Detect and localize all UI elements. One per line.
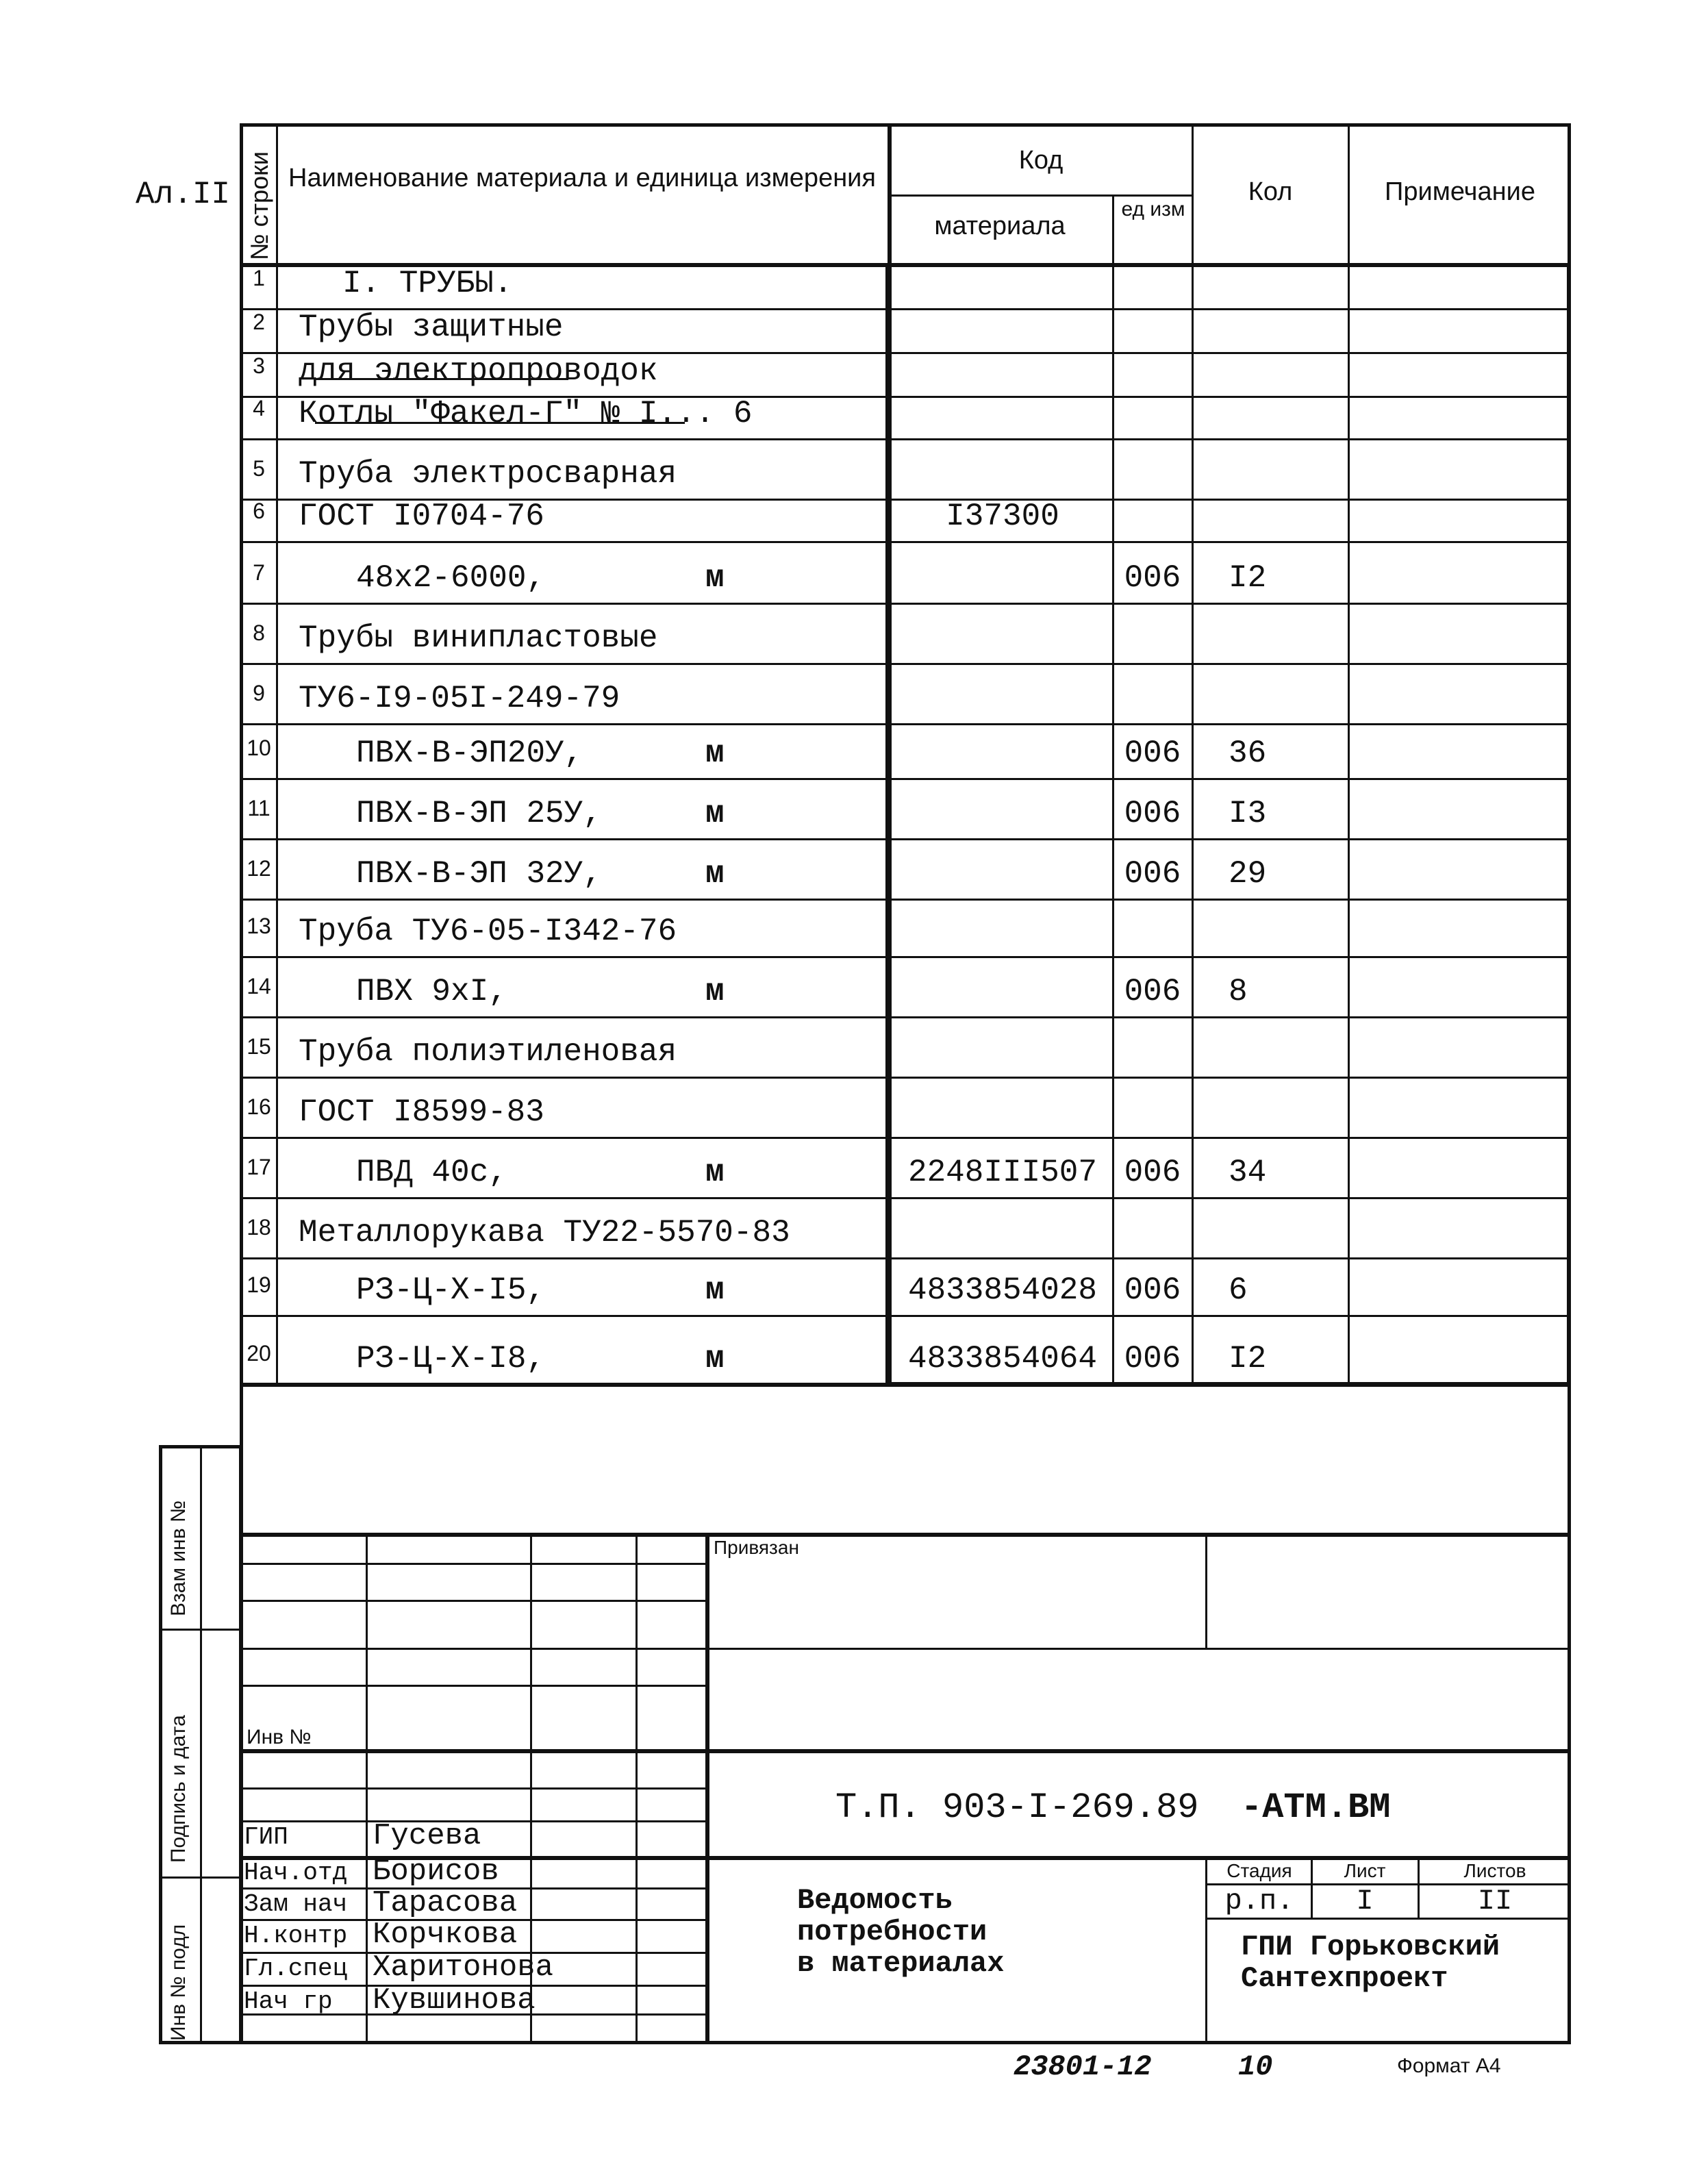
material-name: Труба полиэтиленовая <box>299 1034 677 1070</box>
unit-of-measure: м <box>705 560 725 596</box>
sheet-value: I <box>1356 1885 1374 1918</box>
quantity: 36 <box>1229 736 1267 771</box>
unit-of-measure: м <box>705 974 725 1009</box>
material-name: I. ТРУБЫ. <box>342 266 513 301</box>
header-code-material: материала <box>934 212 1066 240</box>
approver-role: Зам нач <box>244 1890 348 1918</box>
material-name: ТУ6-I9-05I-249-79 <box>299 681 620 716</box>
side-label-vzam: Взам инв № <box>167 1500 190 1616</box>
quantity: I3 <box>1229 796 1267 831</box>
unit-of-measure: м <box>705 1272 725 1308</box>
quantity: 29 <box>1229 856 1267 892</box>
row-number: 5 <box>253 456 265 481</box>
tb-col <box>705 1533 709 2044</box>
row-number: 3 <box>253 353 265 378</box>
approver-role: Нач.отд <box>244 1859 348 1887</box>
material-name: ПВХ-В-ЭП 25У, <box>356 796 602 831</box>
approver-name: Тарасова <box>373 1886 518 1920</box>
material-name: ПВХ 9хI, <box>356 974 507 1009</box>
material-code: 4833854028 <box>907 1272 1098 1308</box>
material-name: ГОСТ I8599-83 <box>299 1094 544 1130</box>
row-number: 16 <box>247 1094 271 1119</box>
row-number: 15 <box>247 1034 271 1059</box>
row-number: 2 <box>253 310 265 334</box>
tb-line <box>240 1533 1571 1537</box>
approver-name: Борисов <box>373 1855 499 1889</box>
tb-col <box>366 1533 368 2044</box>
quantity: I2 <box>1229 560 1267 596</box>
inv-no-label: Инв № <box>247 1726 312 1748</box>
approver-role: ГИП <box>244 1823 288 1851</box>
row-number: 20 <box>247 1341 271 1366</box>
row-number: 4 <box>253 396 265 421</box>
material-name: для электропроводок <box>299 353 658 389</box>
header-qty: Кол <box>1248 177 1293 206</box>
row-number: 13 <box>247 914 271 938</box>
code-block-frame <box>885 263 1571 1386</box>
header-name: Наименование материала и единица измерения <box>288 164 876 192</box>
doc-suffix: -АТМ.ВМ <box>1241 1787 1391 1828</box>
side-strip-line <box>200 1445 202 2044</box>
material-name: ПВД 40с, <box>356 1155 507 1190</box>
side-label-inv-podl: Инв № подл <box>167 1924 190 2041</box>
row-number: 10 <box>247 736 271 760</box>
doc-code: Т.П. 903-I-269.89 <box>835 1787 1199 1828</box>
tb-col <box>635 1533 638 2044</box>
material-name: Котлы "Факел-Г" № I... 6 <box>299 396 753 431</box>
tb-line <box>240 1648 1571 1650</box>
material-name: ГОСТ I0704-76 <box>299 499 544 534</box>
privyazan-label: Привязан <box>714 1537 799 1558</box>
approver-role: Гл.спец <box>244 1955 348 1983</box>
unit-code: 006 <box>1124 1341 1181 1377</box>
unit-code: 006 <box>1124 856 1181 892</box>
stage-value: р.п. <box>1224 1885 1294 1918</box>
footer-number: 23801-12 <box>1014 2050 1152 2083</box>
material-name: РЗ-Ц-Х-I8, <box>356 1341 546 1377</box>
approver-role: Нач гр <box>244 1987 333 2016</box>
material-name: Труба ТУ6-05-I342-76 <box>299 914 677 949</box>
header-code-unit: ед изм <box>1121 198 1185 221</box>
unit-code: 006 <box>1124 736 1181 771</box>
footer-format: Формат А4 <box>1397 2055 1501 2077</box>
unit-code: 006 <box>1124 1272 1181 1308</box>
quantity: I2 <box>1229 1341 1267 1377</box>
unit-of-measure: м <box>705 796 725 831</box>
material-code: I37300 <box>946 499 1059 534</box>
unit-code: 006 <box>1124 1155 1181 1190</box>
unit-of-measure: м <box>705 1155 725 1190</box>
header-code: Код <box>1018 146 1064 175</box>
material-name: РЗ-Ц-Х-I5, <box>356 1272 546 1308</box>
material-name: Металлорукава ТУ22-5570-83 <box>299 1215 790 1251</box>
approver-name: Корчкова <box>373 1918 518 1952</box>
side-strip-line <box>159 1629 241 1631</box>
unit-code: 006 <box>1124 796 1181 831</box>
row-line <box>888 194 1192 197</box>
row-number: 19 <box>247 1272 271 1297</box>
approver-name: Гусева <box>373 1819 481 1853</box>
quantity: 6 <box>1229 1272 1248 1308</box>
material-name: Трубы защитные <box>299 310 564 345</box>
approver-role: Н.контр <box>244 1922 348 1950</box>
row-number: 1 <box>253 266 265 290</box>
material-name: Труба электросварная <box>299 456 677 492</box>
quantity: 8 <box>1229 974 1248 1009</box>
header-row-no: № строки <box>245 151 273 260</box>
row-number: 9 <box>253 681 265 705</box>
material-name: ПВХ-В-ЭП20У, <box>356 736 583 771</box>
unit-of-measure: м <box>705 856 725 892</box>
row-number: 18 <box>247 1215 271 1240</box>
tb-col <box>1418 1856 1420 1918</box>
side-strip-line <box>159 1877 241 1879</box>
row-number: 6 <box>253 499 265 523</box>
material-code: 2248III507 <box>907 1155 1098 1190</box>
unit-of-measure: м <box>705 1341 725 1377</box>
row-number: 8 <box>253 620 265 645</box>
doc-title: Ведомость потребности в материалах <box>797 1884 1005 1980</box>
row-number: 12 <box>247 856 271 881</box>
sheet-header: Лист <box>1344 1860 1386 1881</box>
material-code: 4833854064 <box>907 1341 1098 1377</box>
tb-line <box>1205 1918 1571 1920</box>
material-name: ПВХ-В-ЭП 32У, <box>356 856 602 892</box>
unit-code: 006 <box>1124 560 1181 596</box>
row-number: 14 <box>247 974 271 999</box>
sheets-header: Листов <box>1463 1860 1526 1881</box>
row-number: 11 <box>247 796 270 820</box>
row-number: 17 <box>247 1155 271 1179</box>
side-label-podpis: Подпись и дата <box>167 1715 190 1863</box>
approver-name: Харитонова <box>373 1950 554 1985</box>
unit-of-measure: м <box>705 736 725 771</box>
header-note: Примечание <box>1385 177 1535 206</box>
sheets-value: II <box>1477 1885 1513 1918</box>
material-name: Трубы винипластовые <box>299 620 658 656</box>
row-number: 7 <box>253 560 265 585</box>
stage-header: Стадия <box>1226 1860 1292 1881</box>
sheet-label: Ал.II <box>136 177 231 212</box>
unit-code: 006 <box>1124 974 1181 1009</box>
approver-name: Кувшинова <box>373 1983 536 2018</box>
footer-page: 10 <box>1238 2050 1273 2083</box>
tb-line <box>240 1749 1571 1753</box>
tb-col <box>1311 1856 1313 1918</box>
tb-col <box>1205 1533 1207 1648</box>
material-name: 48х2-6000, <box>356 560 546 596</box>
org-name: ГПИ Горьковский Сантехпроект <box>1241 1931 1500 1995</box>
quantity: 34 <box>1229 1155 1267 1190</box>
